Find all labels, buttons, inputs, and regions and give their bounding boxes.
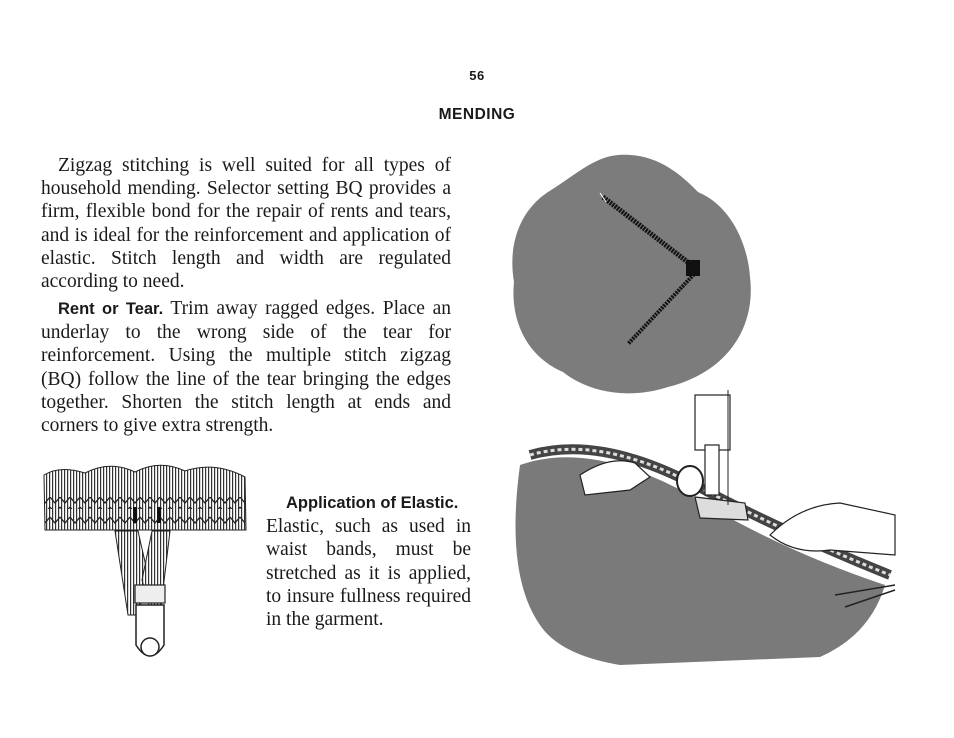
intro-paragraph: Zigzag stitching is well suited for all types of household mending. Selector setting BQ provides a firm, flexible bond for the repair of rents and tears, and is ideal for the reinforcement and application of elastic. Stitch length and width are regulated according to need. <box>41 155 451 293</box>
page-number: 56 <box>469 68 485 83</box>
section-heading: MENDING <box>438 106 516 123</box>
elastic-illustration <box>40 455 255 670</box>
rent-or-tear-paragraph <box>41 297 451 437</box>
rent-or-tear-title: Rent or Tear. <box>58 300 164 318</box>
elastic-paragraph <box>266 492 471 631</box>
machine-illustration <box>500 385 910 670</box>
tear-illustration <box>508 152 758 397</box>
elastic-title: Application of Elastic. <box>286 494 459 512</box>
rent-or-tear-text: Trim away ragged edges. Place an underlay to the wrong side of the tear for reinforcement. Using the multiple stitch zigzag (BQ) follow the line of the tear bringing the edges together. Shorten the stitch length at ends and corners to give extra strength. <box>41 298 451 437</box>
elastic-text: Elastic, such as used in waist bands, must be stretched as it is applied, to insure fullness required in the garment. <box>266 516 471 631</box>
